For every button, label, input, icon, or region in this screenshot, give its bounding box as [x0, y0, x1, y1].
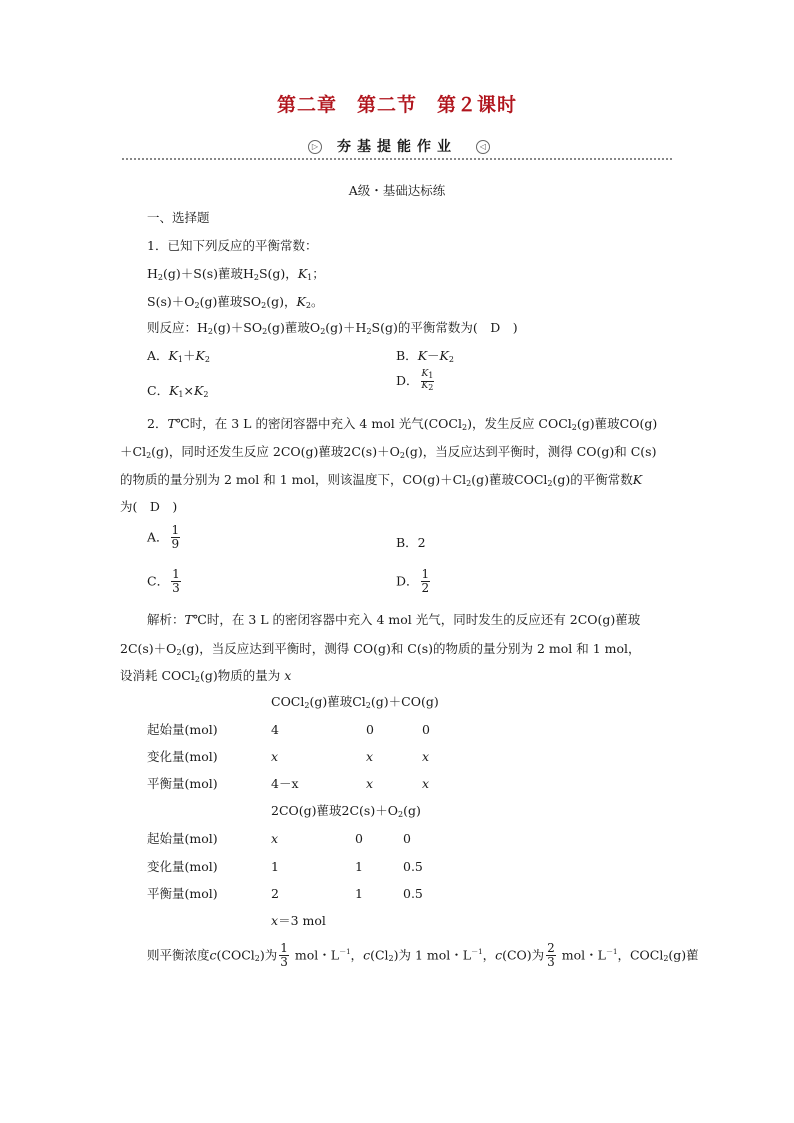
q1-question: 则反应：$H_2(g)+SO_2(g)$雚玻$O_2(g)+H_2S(g)$的平衡常数为( D ) — [147, 320, 518, 336]
solution-reaction-2: 2CO(g)雚玻$2C(s)+O_2(g)$ — [271, 803, 421, 819]
q1-option-c: C．$K_1\times K_2$ — [147, 383, 209, 399]
t1-eq-cell: 4－x — [271, 776, 299, 791]
t1-eq-cell: x — [366, 776, 374, 791]
t1-row-label-start: 起始量(mol) — [147, 722, 218, 737]
q2-line1: 2．T℃时，在 3 L 的密闭容器中充入 4 mol 光气(COCl$_2$)，发生反应 COCl$_2$(g)雚玻CO(g) — [147, 416, 658, 432]
t1-start-cell: 4 — [271, 722, 279, 737]
t2-row-label-start: 起始量(mol) — [147, 831, 218, 846]
t2-change-cell: 1 — [271, 859, 279, 874]
q2-option-d: D． $\frac{1}{2}$ — [396, 567, 430, 596]
right-arrow-icon: ▷ — [308, 140, 322, 154]
solution-line2: $2C(s)+O_2(g)$，当反应达到平衡时，测得 CO(g)和 C(s)的物质的量分别为 2 mol 和 1 mol， — [120, 641, 641, 657]
t2-eq-cell: 0.5 — [403, 886, 423, 901]
t1-row-label-change: 变化量(mol) — [147, 749, 218, 764]
q1-option-d: D． $\frac{K_1}{K_2}$ — [396, 369, 434, 392]
q1-eq1: $H_2(g)+S(s)$雚玻$H_2S(g)$，$K_1$； — [147, 266, 325, 282]
q2-option-c: C． $\frac{1}{3}$ — [147, 567, 180, 596]
t2-eq-cell: 2 — [271, 886, 279, 901]
q1-stem: 1．已知下列反应的平衡常数： — [147, 238, 318, 253]
t1-start-cell: 0 — [366, 722, 374, 737]
t1-eq-cell: x — [422, 776, 430, 791]
q1-option-b: B．$K-K_2$ — [396, 348, 454, 364]
banner-divider — [122, 158, 672, 160]
t2-row-label-eq: 平衡量(mol) — [147, 886, 218, 901]
t2-start-cell: 0 — [403, 831, 411, 846]
solution-line3: 设消耗 COCl$_2$(g)物质的量为 x — [120, 668, 292, 684]
t1-row-label-eq: 平衡量(mol) — [147, 776, 218, 791]
banner — [122, 138, 672, 160]
t2-start-cell: 0 — [355, 831, 363, 846]
t2-change-cell: 1 — [355, 859, 363, 874]
solution-line1: 解析：T℃时，在 3 L 的密闭容器中充入 4 mol 光气，同时发生的反应还有 2CO(g)雚玻 — [147, 612, 641, 627]
q2-line4: 为( D ) — [120, 499, 178, 514]
page-title: 第二章 第二节 第２课时 — [276, 94, 517, 116]
q2-line2: $+Cl_2(g)$，同时还发生反应 2CO(g)雚玻$2C(s)+O_2(g)$，当反应达到平衡时，测得 CO(g)和 C(s) — [120, 444, 657, 460]
solution-x-value: x＝3 mol — [271, 913, 326, 928]
part-title: 一、选择题 — [147, 210, 210, 225]
q2-option-b: B．2 — [396, 535, 426, 550]
t1-change-cell: x — [422, 749, 430, 764]
t1-start-cell: 0 — [422, 722, 430, 737]
t2-change-cell: 0.5 — [403, 859, 423, 874]
q1-option-a: A．$K_1+K_2$ — [147, 348, 210, 364]
t2-start-cell: x — [271, 831, 279, 846]
solution-reaction-1: COCl$_2$(g)雚玻$Cl_2(g)+CO(g)$ — [271, 694, 439, 710]
left-arrow-icon: ◁ — [476, 140, 490, 154]
q2-option-a: A． $\frac{1}{9}$ — [147, 523, 180, 552]
q2-line3: 的物质的量分别为 2 mol 和 1 mol，则该温度下，$CO(g)+Cl_2(g)$雚玻COCl$_2$(g)的平衡常数K — [120, 472, 643, 488]
t2-row-label-change: 变化量(mol) — [147, 859, 218, 874]
t2-eq-cell: 1 — [355, 886, 363, 901]
section-title: A级・基础达标练 — [348, 183, 446, 198]
t1-change-cell: x — [271, 749, 279, 764]
banner-label: 夯基提能作业 — [337, 139, 457, 155]
t1-change-cell: x — [366, 749, 374, 764]
q1-eq2: $S(s)+O_2(g)$雚玻$SO_2(g)$，$K_2$。 — [147, 294, 324, 310]
solution-last-line: 则平衡浓度c(COCl$_2$)为 $\frac{1}{3}$ mol・$L^{-1}$，$c(Cl_2)$为 1 mol・$L^{-1}$，c(CO)为 $\frac{2}{3}$ mol・$L^{-1}$，COCl$_2$(g)雚 — [147, 941, 699, 970]
